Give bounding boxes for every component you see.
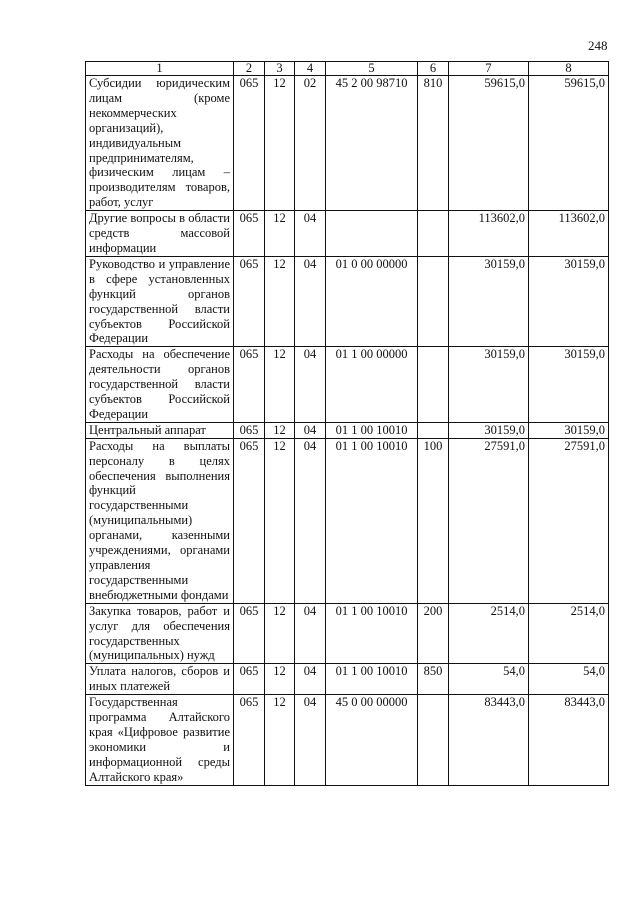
cell-col-6	[418, 422, 449, 438]
cell-col-6	[418, 347, 449, 423]
cell-col-2: 065	[234, 438, 265, 603]
cell-col-7: 83443,0	[449, 695, 529, 785]
cell-col-2: 065	[234, 695, 265, 785]
cell-col-3: 12	[265, 256, 295, 346]
cell-col-2: 065	[234, 76, 265, 211]
cell-col-7: 59615,0	[449, 76, 529, 211]
header-row	[86, 62, 609, 76]
cell-col-6: 100	[418, 438, 449, 603]
table-row	[86, 664, 609, 695]
table-row	[86, 347, 609, 423]
cell-col-6: 200	[418, 603, 449, 664]
cell-col-4: 04	[295, 347, 326, 423]
cell-col-5: 45 2 00 98710	[326, 76, 418, 211]
cell-col-4: 04	[295, 422, 326, 438]
row-name: Закупка товаров, работ и услуг для обеспечения государственных (муниципальных) нужд	[86, 603, 234, 664]
table-row	[86, 603, 609, 664]
cell-col-7: 30159,0	[449, 347, 529, 423]
row-name: Расходы на обеспечение деятельности органов государственной власти субъектов Российской Федерации	[86, 347, 234, 423]
cell-col-7: 27591,0	[449, 438, 529, 603]
cell-col-5: 45 0 00 00000	[326, 695, 418, 785]
cell-col-7: 54,0	[449, 664, 529, 695]
table-row	[86, 438, 609, 603]
cell-col-3: 12	[265, 347, 295, 423]
cell-col-8: 30159,0	[529, 256, 609, 346]
cell-col-4: 04	[295, 256, 326, 346]
cell-col-5: 01 1 00 10010	[326, 438, 418, 603]
row-name: Руководство и управление в сфере установленных функций органов государственной власти субъектов Российской Федерации	[86, 256, 234, 346]
cell-col-5: 01 1 00 10010	[326, 422, 418, 438]
cell-col-4: 04	[295, 695, 326, 785]
cell-col-8: 30159,0	[529, 347, 609, 423]
cell-col-2: 065	[234, 256, 265, 346]
cell-col-6: 810	[418, 76, 449, 211]
cell-col-7: 30159,0	[449, 422, 529, 438]
table-row	[86, 422, 609, 438]
row-name: Другие вопросы в области средств массовой информации	[86, 211, 234, 257]
cell-col-8: 30159,0	[529, 422, 609, 438]
row-name: Центральный аппарат	[86, 422, 234, 438]
header-col-3: 3	[265, 62, 295, 76]
cell-col-7: 2514,0	[449, 603, 529, 664]
cell-col-3: 12	[265, 438, 295, 603]
header-col-1: 1	[86, 62, 234, 76]
cell-col-5: 01 1 00 10010	[326, 603, 418, 664]
cell-col-5: 01 0 00 00000	[326, 256, 418, 346]
cell-col-8: 27591,0	[529, 438, 609, 603]
budget-table	[85, 61, 609, 786]
cell-col-4: 04	[295, 211, 326, 257]
cell-col-5	[326, 211, 418, 257]
cell-col-3: 12	[265, 76, 295, 211]
cell-col-3: 12	[265, 664, 295, 695]
row-name: Уплата налогов, сборов и иных платежей	[86, 664, 234, 695]
cell-col-3: 12	[265, 603, 295, 664]
cell-col-4: 02	[295, 76, 326, 211]
cell-col-6	[418, 695, 449, 785]
cell-col-2: 065	[234, 422, 265, 438]
cell-col-8: 2514,0	[529, 603, 609, 664]
header-col-7: 7	[449, 62, 529, 76]
cell-col-3: 12	[265, 695, 295, 785]
cell-col-2: 065	[234, 603, 265, 664]
cell-col-6	[418, 256, 449, 346]
cell-col-6	[418, 211, 449, 257]
table-body	[86, 76, 609, 786]
row-name: Государственная программа Алтайского края «Цифровое развитие экономики и информационной среды Алтайского края»	[86, 695, 234, 785]
cell-col-4: 04	[295, 603, 326, 664]
header-col-8: 8	[529, 62, 609, 76]
row-name: Субсидии юридическим лицам (кроме некоммерческих организаций), индивидуальным предпринимателям, физическим лицам – производителям товаров, работ, услуг	[86, 76, 234, 211]
table-row	[86, 211, 609, 257]
cell-col-8: 59615,0	[529, 76, 609, 211]
cell-col-7: 30159,0	[449, 256, 529, 346]
cell-col-5: 01 1 00 00000	[326, 347, 418, 423]
cell-col-2: 065	[234, 347, 265, 423]
table-row	[86, 76, 609, 211]
header-col-5: 5	[326, 62, 418, 76]
cell-col-4: 04	[295, 664, 326, 695]
cell-col-8: 113602,0	[529, 211, 609, 257]
cell-col-6: 850	[418, 664, 449, 695]
page-number: 248	[588, 38, 608, 53]
cell-col-3: 12	[265, 211, 295, 257]
cell-col-8: 83443,0	[529, 695, 609, 785]
header-col-6: 6	[418, 62, 449, 76]
cell-col-5: 01 1 00 10010	[326, 664, 418, 695]
cell-col-3: 12	[265, 422, 295, 438]
header-col-2: 2	[234, 62, 265, 76]
row-name: Расходы на выплаты персоналу в целях обеспечения выполнения функций государственными (муниципальными) органами, казенными учреждениями, органами управления государственными внебюджетными фондами	[86, 438, 234, 603]
cell-col-7: 113602,0	[449, 211, 529, 257]
cell-col-2: 065	[234, 664, 265, 695]
header-col-4: 4	[295, 62, 326, 76]
table-row	[86, 695, 609, 785]
table-header	[86, 62, 609, 76]
table-row	[86, 256, 609, 346]
cell-col-4: 04	[295, 438, 326, 603]
cell-col-2: 065	[234, 211, 265, 257]
cell-col-8: 54,0	[529, 664, 609, 695]
